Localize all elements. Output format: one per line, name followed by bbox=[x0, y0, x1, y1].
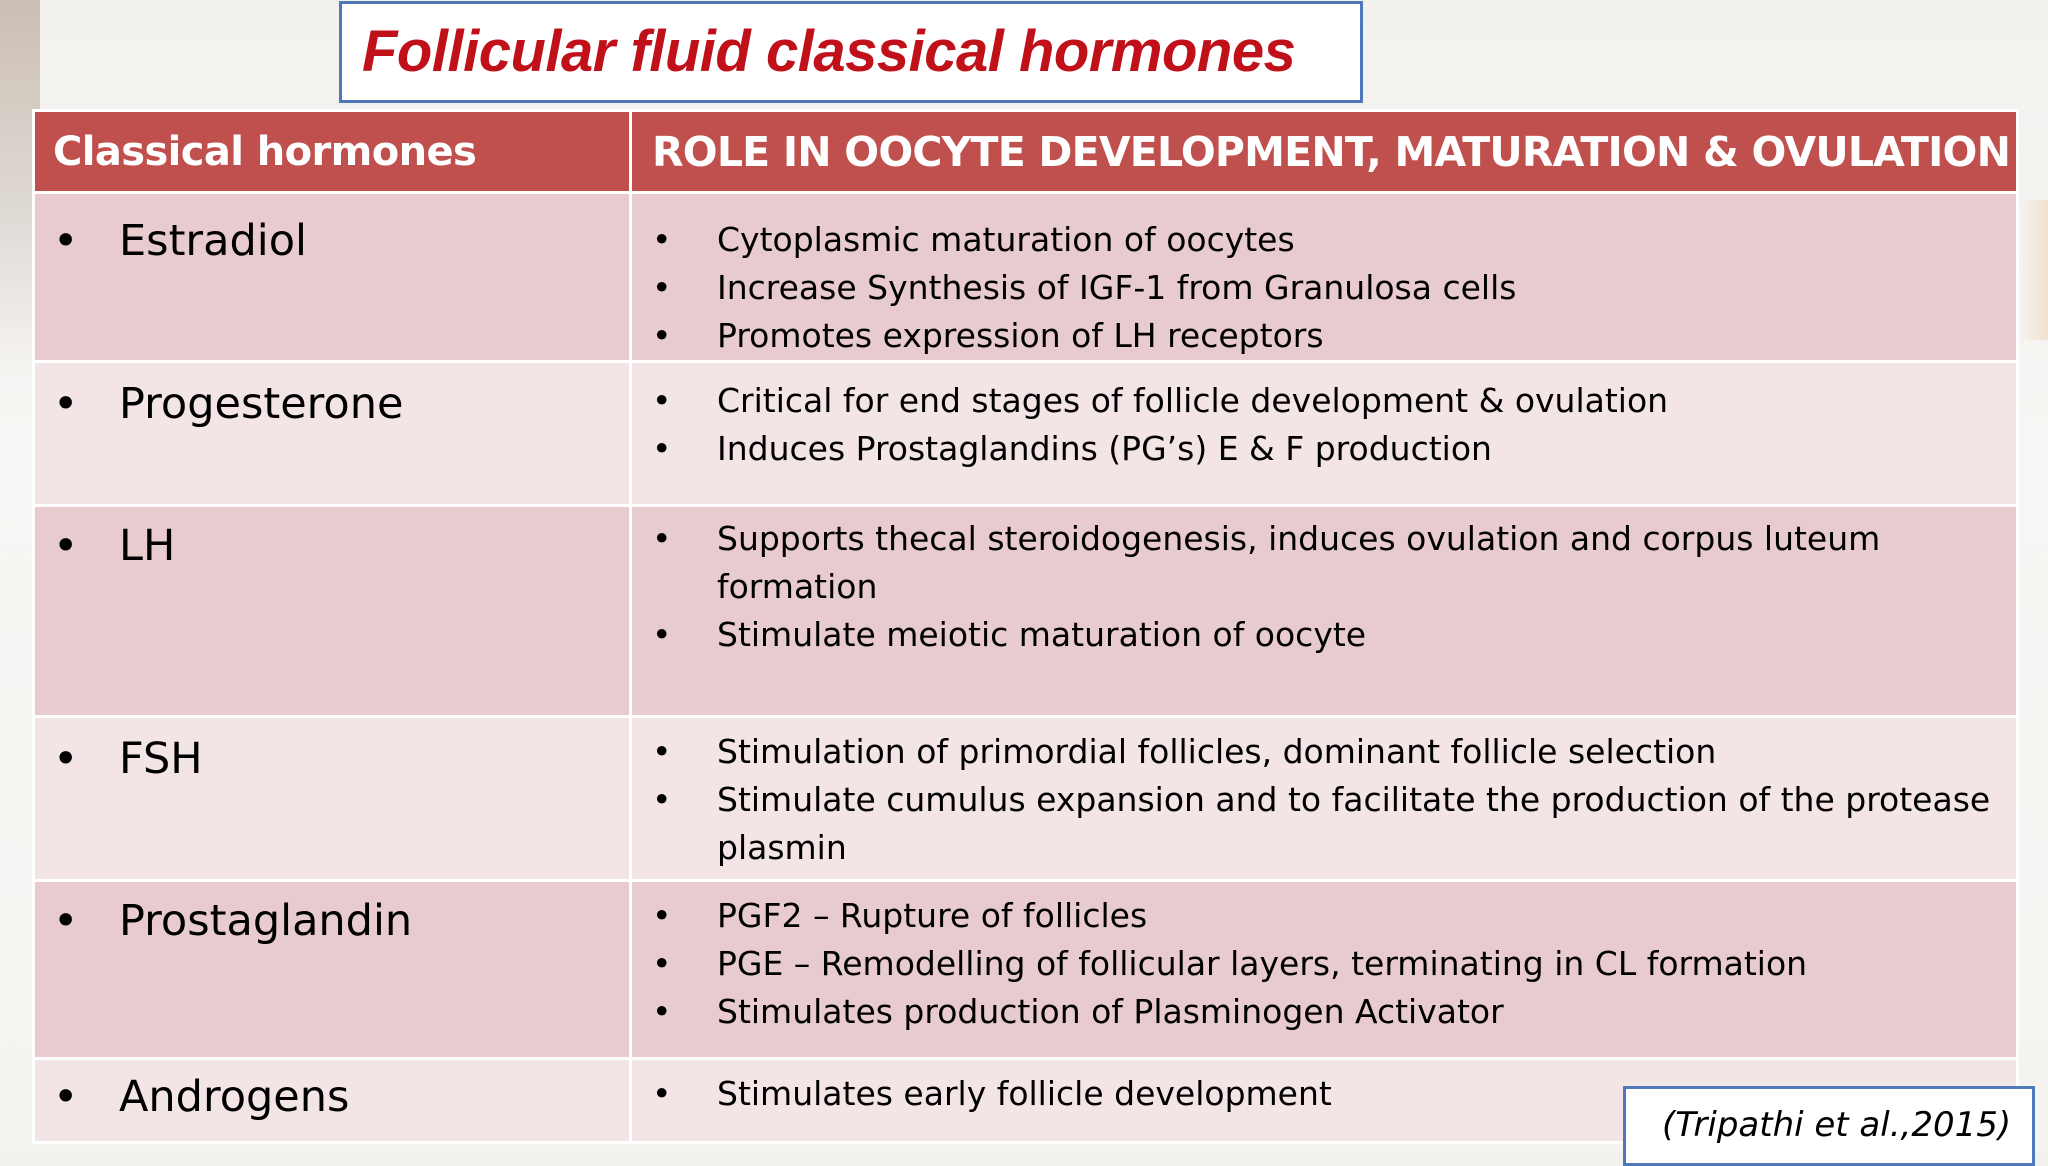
bullet: • bbox=[53, 216, 79, 266]
role-cell bbox=[631, 193, 2018, 362]
header-role: ROLE IN OOCYTE DEVELOPMENT, MATURATION & OVULATION bbox=[631, 111, 2018, 193]
bullet: • bbox=[652, 944, 672, 983]
table-row bbox=[34, 881, 2018, 1059]
hormones-table bbox=[32, 109, 2019, 1144]
role-item: • Stimulates production of Plasminogen Activator bbox=[632, 988, 2016, 1036]
bullet: • bbox=[652, 519, 672, 558]
citation-text: (Tripathi et al.,2015) bbox=[1662, 1105, 2012, 1145]
bullet: • bbox=[53, 734, 79, 784]
hormone-name: Estradiol bbox=[119, 216, 307, 266]
role-cell bbox=[631, 362, 2018, 506]
table-row bbox=[34, 717, 2018, 881]
bullet: • bbox=[652, 1074, 672, 1113]
bullet: • bbox=[53, 379, 79, 429]
table-row bbox=[34, 193, 2018, 362]
bullet: • bbox=[652, 732, 672, 771]
role-item: • Induces Prostaglandins (PG’s) E & F production bbox=[632, 425, 2016, 473]
hormone-name: Androgens bbox=[119, 1072, 350, 1122]
hormone-name: Progesterone bbox=[119, 379, 404, 429]
hormone-cell bbox=[34, 506, 631, 717]
role-cell bbox=[631, 881, 2018, 1059]
hormone-name: Prostaglandin bbox=[119, 896, 413, 946]
bullet: • bbox=[652, 615, 672, 654]
title-box bbox=[339, 1, 1363, 103]
bullet: • bbox=[652, 896, 672, 935]
role-item: • Stimulates early follicle development bbox=[632, 1070, 2016, 1118]
role-item: • PGE – Remodelling of follicular layers, terminating in CL formation bbox=[632, 940, 2016, 988]
role-item: • Supports thecal steroidogenesis, induces ovulation and corpus luteum formation bbox=[632, 515, 2016, 611]
bullet: • bbox=[53, 896, 79, 946]
hormone-cell bbox=[34, 717, 631, 881]
role-item: • Stimulation of primordial follicles, dominant follicle selection bbox=[632, 728, 2016, 776]
hormone-name: LH bbox=[119, 521, 176, 571]
table-header-row bbox=[34, 111, 2018, 193]
bullet: • bbox=[53, 521, 79, 571]
slide-title: Follicular fluid classical hormones bbox=[362, 19, 1296, 84]
table-row bbox=[34, 362, 2018, 506]
bullet: • bbox=[652, 268, 672, 307]
role-item: • Promotes expression of LH receptors bbox=[632, 312, 2016, 360]
bullet: • bbox=[652, 780, 672, 819]
bullet: • bbox=[652, 381, 672, 420]
role-item: • Increase Synthesis of IGF-1 from Granulosa cells bbox=[632, 264, 2016, 312]
table-row bbox=[34, 506, 2018, 717]
bullet: • bbox=[652, 220, 672, 259]
bullet: • bbox=[652, 316, 672, 355]
hormone-cell bbox=[34, 881, 631, 1059]
hormone-name: FSH bbox=[119, 734, 203, 784]
header-classical-hormones: Classical hormones bbox=[34, 111, 631, 193]
role-item: • Critical for end stages of follicle development & ovulation bbox=[632, 377, 2016, 425]
citation-box bbox=[1623, 1086, 2035, 1166]
role-item: • Cytoplasmic maturation of oocytes bbox=[632, 216, 2016, 264]
role-item: • Stimulate meiotic maturation of oocyte bbox=[632, 611, 2016, 659]
background-decoration-right bbox=[2018, 200, 2048, 340]
hormone-cell bbox=[34, 362, 631, 506]
bullet: • bbox=[652, 429, 672, 468]
bullet: • bbox=[652, 992, 672, 1031]
role-item: • PGF2 – Rupture of follicles bbox=[632, 892, 2016, 940]
hormone-cell bbox=[34, 193, 631, 362]
role-cell bbox=[631, 717, 2018, 881]
role-item: • Stimulate cumulus expansion and to facilitate the production of the protease plasmin bbox=[632, 776, 2016, 872]
bullet: • bbox=[53, 1072, 79, 1122]
role-cell bbox=[631, 506, 2018, 717]
hormone-cell bbox=[34, 1059, 631, 1143]
